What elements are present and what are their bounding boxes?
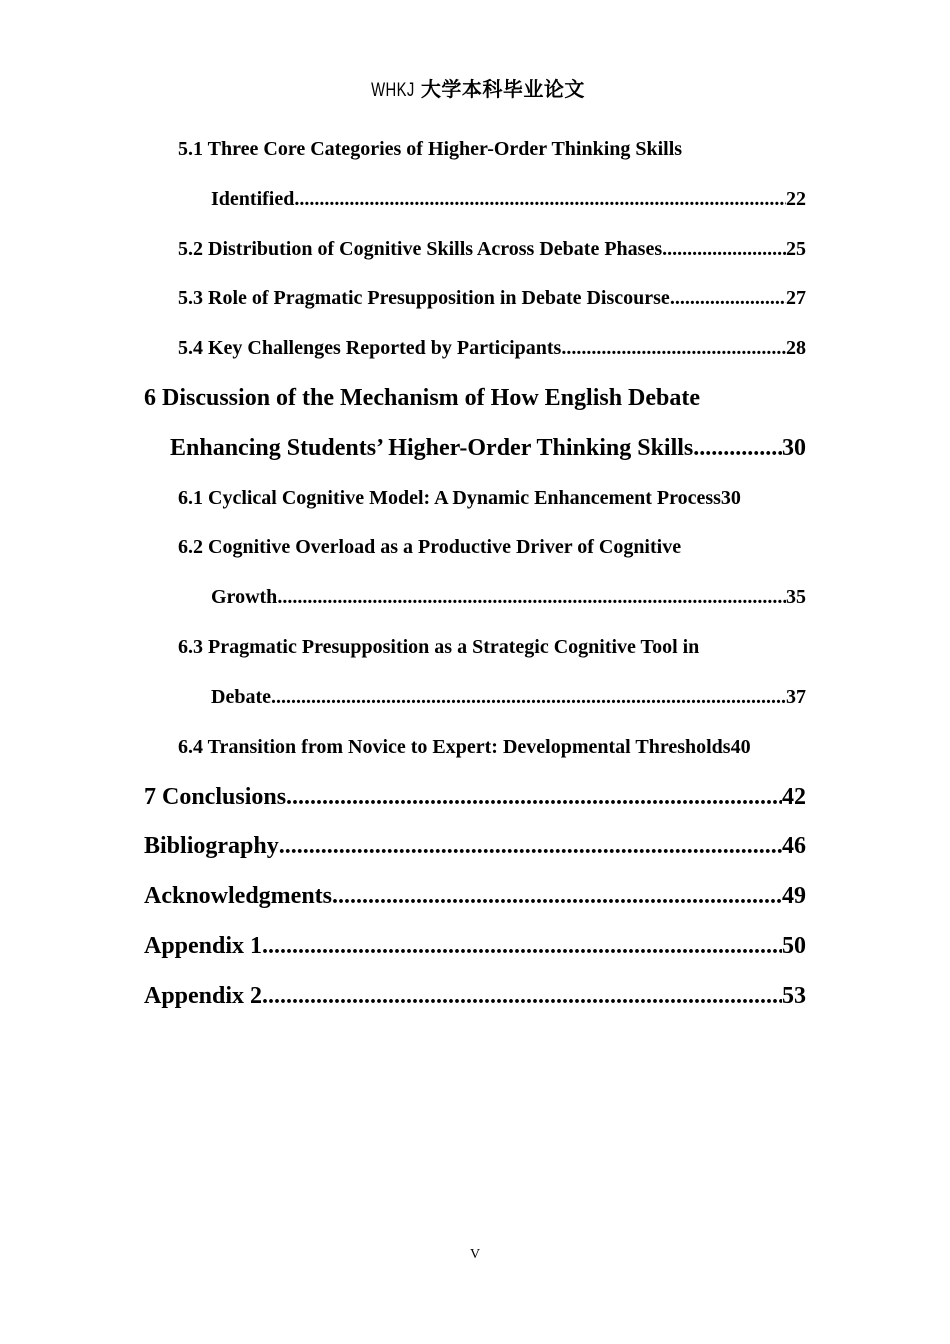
- dot-leader: [286, 784, 782, 811]
- toc-entry-label: Bibliography: [144, 833, 279, 859]
- toc-page-number: 40: [730, 736, 751, 758]
- toc-page-number: 28: [786, 337, 806, 359]
- page-number: V: [469, 1247, 481, 1262]
- toc-entry-label: Identified: [211, 188, 295, 210]
- toc-entry-label: 6.4 Transition from Novice to Expert: Developmental Thresholds: [178, 736, 731, 758]
- dot-leader: [332, 883, 782, 910]
- toc-entry-6-4[interactable]: [178, 736, 751, 759]
- header-document-type: 大学本科毕业论文: [420, 77, 585, 101]
- toc-entry-label: 5.2 Distribution of Cognitive Skills Across Debate Phases: [178, 238, 663, 260]
- toc-page-number: 50: [782, 933, 806, 959]
- toc-entry-label: 6.1 Cyclical Cognitive Model: A Dynamic Enhancement Process: [178, 487, 721, 509]
- dot-leader: [670, 287, 786, 310]
- dot-leader: [294, 188, 786, 211]
- toc-entry-5-4[interactable]: [178, 337, 806, 360]
- dot-leader: [693, 435, 782, 462]
- toc-acknowledgments[interactable]: [144, 883, 806, 910]
- toc-entry-label: Appendix 1: [144, 933, 263, 959]
- dot-leader: [662, 238, 786, 261]
- toc-entry-5-3[interactable]: [178, 287, 806, 310]
- toc-entry-6-3[interactable]: [211, 686, 806, 709]
- dot-leader: [262, 983, 782, 1010]
- toc-entry-6-3-title[interactable]: 6.3 Pragmatic Presupposition as a Strategic Cognitive Tool in: [178, 636, 700, 658]
- toc-page-number: 27: [786, 287, 806, 309]
- toc-entry-label: Appendix 2: [144, 983, 263, 1009]
- toc-appendix-2[interactable]: [144, 983, 806, 1010]
- toc-entry-label: 5.3 Role of Pragmatic Presupposition in Debate Discourse: [178, 287, 670, 309]
- toc-entry-label: Growth: [211, 586, 278, 608]
- dot-leader: [262, 933, 782, 960]
- toc-chapter-6[interactable]: [170, 435, 806, 462]
- toc-page-number: 42: [782, 784, 806, 810]
- dot-leader: [277, 586, 786, 609]
- toc-entry-label: 5.4 Key Challenges Reported by Participants: [178, 337, 562, 359]
- dot-leader: [279, 833, 782, 860]
- toc-chapter-7[interactable]: [144, 784, 806, 811]
- toc-page-number: 22: [786, 188, 806, 210]
- toc-entry-label: Debate: [211, 686, 271, 708]
- toc-entry-label: Enhancing Students’ Higher-Order Thinking Skills: [170, 435, 694, 461]
- toc-page-number: 49: [782, 883, 806, 909]
- header-institution-code: WHKJ: [371, 80, 415, 101]
- toc-entry-6-2-title[interactable]: 6.2 Cognitive Overload as a Productive Driver of Cognitive: [178, 536, 682, 558]
- toc-bibliography[interactable]: [144, 833, 806, 860]
- toc-entry-label: Acknowledgments: [144, 883, 333, 909]
- toc-chapter-6-title[interactable]: 6 Discussion of the Mechanism of How English Debate: [144, 385, 701, 411]
- toc-page-number: 35: [786, 586, 806, 608]
- toc-appendix-1[interactable]: [144, 933, 806, 960]
- toc-entry-5-2[interactable]: [178, 238, 806, 261]
- toc-page-number: 25: [786, 238, 806, 260]
- toc-entry-6-1[interactable]: [178, 487, 741, 510]
- toc-entry-5-1[interactable]: [211, 188, 806, 211]
- toc-page-number: 37: [786, 686, 806, 708]
- toc-entry-6-2[interactable]: [211, 586, 806, 609]
- running-header: [0, 73, 950, 102]
- toc-page-number: 46: [782, 833, 806, 859]
- toc-entry-5-1-title[interactable]: 5.1 Three Core Categories of Higher-Order Thinking Skills: [178, 138, 683, 160]
- toc-page-number: 53: [782, 983, 806, 1009]
- dot-leader: [271, 686, 786, 709]
- toc-entry-label: 7 Conclusions: [144, 784, 287, 810]
- toc-page-number: 30: [720, 487, 741, 509]
- toc-page-number: 30: [782, 435, 806, 461]
- dot-leader: [561, 337, 786, 360]
